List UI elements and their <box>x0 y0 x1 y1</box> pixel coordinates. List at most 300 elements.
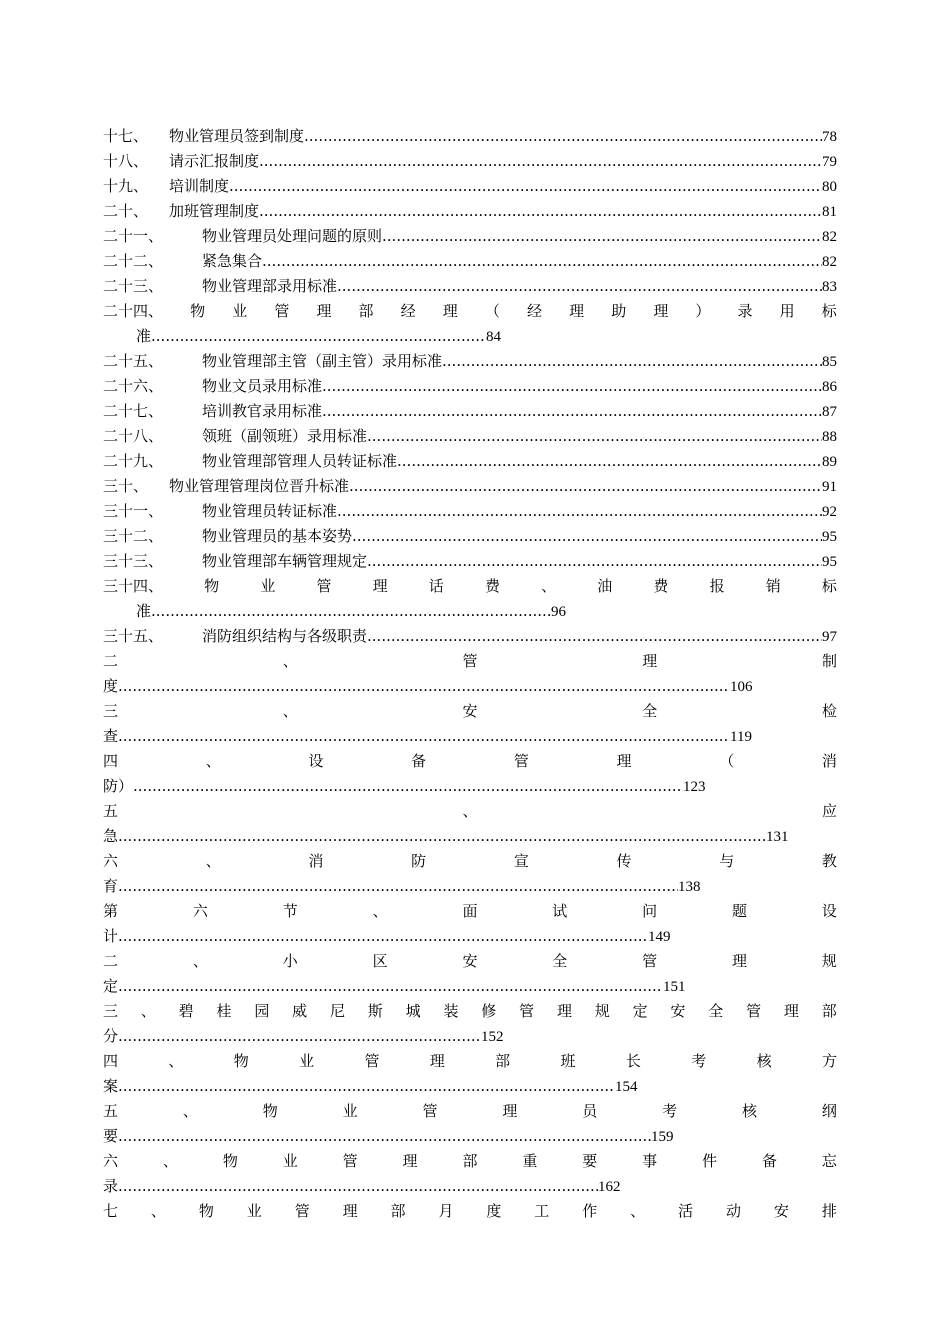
toc-char: 、 <box>462 802 478 820</box>
toc-leader-dots <box>118 824 766 849</box>
toc-leader-dots <box>349 474 822 499</box>
toc-char: 标 <box>821 302 837 320</box>
toc-entry <box>103 149 837 174</box>
toc-entry-number: 二十七、 <box>103 402 164 420</box>
toc-char: 四 <box>103 1052 119 1070</box>
toc-entry-number: 三十、 <box>103 477 149 495</box>
toc-entry-continuation <box>103 1124 837 1149</box>
toc-entry-page: 78 <box>822 129 837 145</box>
toc-char: 安 <box>462 952 478 970</box>
toc-char: 理 <box>402 1152 418 1170</box>
toc-char: 二十四、 <box>103 302 164 320</box>
toc-char: 部 <box>495 1052 511 1070</box>
toc-entry-title: 物业管理员转证标准 <box>202 502 338 520</box>
toc-entry-tail: 计 <box>103 927 119 945</box>
toc-char: 教 <box>821 852 837 870</box>
toc-entry-number: 十九、 <box>103 177 149 195</box>
toc-entry <box>103 499 837 524</box>
toc-char: 理 <box>569 302 585 320</box>
toc-char: 、 <box>182 1102 198 1120</box>
toc-char: 员 <box>582 1102 598 1120</box>
toc-entry-justified-line <box>103 1049 837 1074</box>
toc-entry-title: 物业管理员的基本姿势 <box>202 527 353 545</box>
toc-entry-tail: 案 <box>103 1077 119 1095</box>
toc-entry-tail: 度 <box>103 677 119 695</box>
toc-entry-title: 物业管理员签到制度 <box>169 127 305 145</box>
toc-char: 管 <box>364 1052 380 1070</box>
toc-char: 防 <box>411 852 427 870</box>
toc-entry-title: 物业管理管理岗位晋升标准 <box>169 477 350 495</box>
toc-char: 考 <box>662 1102 678 1120</box>
toc-entry-continuation <box>103 824 837 849</box>
toc-leader-dots <box>151 599 551 624</box>
toc-char: 物 <box>233 1052 249 1070</box>
toc-entry <box>103 449 837 474</box>
toc-char: 传 <box>616 852 632 870</box>
toc-char: 工 <box>534 1202 550 1220</box>
toc-char: 、 <box>140 1002 156 1020</box>
toc-char: 费 <box>653 577 669 595</box>
toc-char: 要 <box>582 1152 598 1170</box>
toc-entry-justified-line <box>103 999 837 1024</box>
toc-entry-page: 159 <box>651 1129 674 1145</box>
toc-entry-page: 83 <box>822 279 837 295</box>
toc-leader-dots <box>337 499 822 524</box>
toc-leader-dots <box>259 149 822 174</box>
toc-char: 理 <box>653 302 669 320</box>
toc-entry <box>103 399 837 424</box>
toc-entry-title: 物业文员录用标准 <box>202 377 323 395</box>
toc-char: 管 <box>462 652 478 670</box>
toc-char: 、 <box>205 852 221 870</box>
toc-entry-page: 89 <box>822 454 837 470</box>
toc-entry-page: 88 <box>822 429 837 445</box>
toc-entry-title: 物业管理部主管（副主管）录用标准 <box>202 352 443 370</box>
toc-entry <box>103 224 837 249</box>
toc-entry-page: 138 <box>678 879 701 895</box>
toc-entry-number: 二十三、 <box>103 277 164 295</box>
toc-entry-title: 领班（副领班）录用标准 <box>202 427 368 445</box>
toc-char: 二 <box>103 952 119 970</box>
toc-char: 三 <box>103 702 119 720</box>
toc-char: 理 <box>642 652 658 670</box>
toc-char: 动 <box>725 1202 741 1220</box>
toc-entry-number: 三十一、 <box>103 502 164 520</box>
toc-char: 全 <box>708 1002 724 1020</box>
toc-char: 理 <box>616 752 632 770</box>
toc-entry-number: 二十五、 <box>103 352 164 370</box>
toc-char: （ <box>484 302 500 320</box>
toc-entry-justified-line <box>103 1099 837 1124</box>
toc-char: 理 <box>442 302 458 320</box>
toc-entry-justified-line <box>103 899 837 924</box>
toc-char: 六 <box>103 852 119 870</box>
toc-char: 备 <box>411 752 427 770</box>
toc-entry-number: 二十六、 <box>103 377 164 395</box>
toc-leader-dots <box>262 249 822 274</box>
toc-entry-justified-line <box>103 949 837 974</box>
toc-entry-justified-line <box>103 574 837 599</box>
toc-char: 、 <box>541 577 557 595</box>
toc-entry-page: 149 <box>648 929 671 945</box>
toc-entry-title: 紧急集合 <box>202 252 263 270</box>
toc-entry-number: 三十二、 <box>103 527 164 545</box>
toc-char: 桂 <box>216 1002 232 1020</box>
toc-char: 物 <box>262 1102 278 1120</box>
toc-entry-page: 152 <box>481 1029 504 1045</box>
toc-char: 理 <box>732 952 748 970</box>
toc-entry-page: 82 <box>822 254 837 270</box>
toc-char: 业 <box>260 577 276 595</box>
toc-char: 尼 <box>329 1002 345 1020</box>
toc-char: 规 <box>821 952 837 970</box>
toc-char: 经 <box>400 302 416 320</box>
toc-char: 安 <box>773 1202 789 1220</box>
toc-entry <box>103 274 837 299</box>
toc-entry <box>103 374 837 399</box>
toc-char: 修 <box>481 1002 497 1020</box>
toc-char: 全 <box>642 702 658 720</box>
toc-char: 消 <box>821 752 837 770</box>
toc-entry-title: 培训制度 <box>169 177 230 195</box>
toc-char: 事 <box>642 1152 658 1170</box>
toc-leader-dots <box>382 224 822 249</box>
toc-char: 费 <box>484 577 500 595</box>
toc-char: 制 <box>821 652 837 670</box>
toc-char: 备 <box>761 1152 777 1170</box>
toc-entry-page: 123 <box>683 779 706 795</box>
toc-char: 、 <box>168 1052 184 1070</box>
toc-char: 部 <box>390 1202 406 1220</box>
toc-char: 管 <box>274 302 290 320</box>
toc-entry <box>103 624 837 649</box>
toc-entry-page: 79 <box>822 154 837 170</box>
toc-char: 纲 <box>821 1102 837 1120</box>
toc-leader-dots <box>118 1174 598 1199</box>
toc-entry-page: 80 <box>822 179 837 195</box>
toc-char: 题 <box>732 902 748 920</box>
toc-entry-justified-line <box>103 649 837 674</box>
toc-entry-title: 加班管理制度 <box>169 202 260 220</box>
toc-entry-justified-line <box>103 1199 837 1224</box>
toc-leader-dots <box>133 774 683 799</box>
toc-char: 面 <box>462 902 478 920</box>
toc-char: 部 <box>821 1002 837 1020</box>
toc-entry-title: 消防组织结构与各级职责 <box>202 627 368 645</box>
toc-char: 排 <box>821 1202 837 1220</box>
toc-char: 小 <box>282 952 298 970</box>
toc-leader-dots <box>367 424 822 449</box>
toc-char: 部 <box>358 302 374 320</box>
toc-char: 规 <box>594 1002 610 1020</box>
toc-entry-tail: 定 <box>103 977 119 995</box>
toc-entry-page: 92 <box>822 504 837 520</box>
toc-entry-title: 物业管理员处理问题的原则 <box>202 227 383 245</box>
toc-char: 设 <box>308 752 324 770</box>
toc-entry-page: 87 <box>822 404 837 420</box>
toc-leader-dots <box>442 349 822 374</box>
toc-entry <box>103 199 837 224</box>
toc-leader-dots <box>397 449 822 474</box>
toc-entry-page: 81 <box>822 204 837 220</box>
toc-entry-continuation <box>103 599 837 624</box>
toc-leader-dots <box>118 1024 481 1049</box>
toc-char: 应 <box>821 802 837 820</box>
toc-leader-dots <box>229 174 822 199</box>
toc-entry-title: 请示汇报制度 <box>169 152 260 170</box>
toc-char: 理 <box>502 1102 518 1120</box>
toc-char: 五 <box>103 1102 119 1120</box>
toc-char: 试 <box>552 902 568 920</box>
toc-char: 三 <box>103 1002 119 1020</box>
toc-char: 三十四、 <box>103 577 164 595</box>
toc-char: 理 <box>342 1202 358 1220</box>
toc-leader-dots <box>352 524 822 549</box>
toc-entry-continuation <box>103 724 837 749</box>
toc-char: 管 <box>422 1102 438 1120</box>
toc-entry-justified-line <box>103 299 837 324</box>
toc-char: 、 <box>372 902 388 920</box>
toc-char: 报 <box>709 577 725 595</box>
toc-leader-dots <box>118 924 648 949</box>
toc-char: 安 <box>462 702 478 720</box>
toc-char: 长 <box>625 1052 641 1070</box>
toc-char: 活 <box>678 1202 694 1220</box>
toc-char: 录 <box>737 302 753 320</box>
toc-entry-number: 二十八、 <box>103 427 164 445</box>
toc-entry-number: 十七、 <box>103 127 149 145</box>
toc-char: 部 <box>462 1152 478 1170</box>
toc-char: 理 <box>316 302 332 320</box>
toc-char: 理 <box>429 1052 445 1070</box>
toc-char: 理 <box>372 577 388 595</box>
toc-leader-dots <box>367 624 822 649</box>
toc-entry-page: 95 <box>822 554 837 570</box>
toc-entry-page: 106 <box>730 679 753 695</box>
toc-entry-page: 131 <box>766 829 789 845</box>
toc-entry-title: 物业管理部管理人员转证标准 <box>202 452 398 470</box>
toc-char: 重 <box>522 1152 538 1170</box>
toc-char: 、 <box>205 752 221 770</box>
toc-leader-dots <box>118 1074 615 1099</box>
toc-entry-justified-line <box>103 799 837 824</box>
toc-char: 作 <box>582 1202 598 1220</box>
toc-leader-dots <box>151 324 486 349</box>
toc-char: 定 <box>632 1002 648 1020</box>
toc-char: 、 <box>630 1202 646 1220</box>
toc-entry-tail: 育 <box>103 877 119 895</box>
toc-char: 油 <box>597 577 613 595</box>
toc-char: 方 <box>821 1052 837 1070</box>
toc-entry-justified-line <box>103 699 837 724</box>
toc-char: 业 <box>282 1152 298 1170</box>
toc-char: 检 <box>821 702 837 720</box>
toc-char: 、 <box>192 952 208 970</box>
toc-entry-tail: 准 <box>136 602 152 620</box>
toc-char: ） <box>695 302 711 320</box>
toc-entry-number: 二十九、 <box>103 452 164 470</box>
toc-char: 威 <box>292 1002 308 1020</box>
toc-entry <box>103 524 837 549</box>
toc-entry-page: 82 <box>822 229 837 245</box>
toc-char: 六 <box>103 1152 119 1170</box>
toc-leader-dots <box>322 399 822 424</box>
toc-char: 度 <box>486 1202 502 1220</box>
toc-char: 管 <box>342 1152 358 1170</box>
toc-entry-tail: 录 <box>103 1177 119 1195</box>
toc-char: 班 <box>560 1052 576 1070</box>
toc-entry-title: 物业管理部录用标准 <box>202 277 338 295</box>
toc-leader-dots <box>259 199 822 224</box>
toc-entry-tail: 防） <box>103 777 134 795</box>
toc-char: 问 <box>642 902 658 920</box>
toc-char: 物 <box>222 1152 238 1170</box>
toc-entry <box>103 249 837 274</box>
toc-char: 业 <box>232 302 248 320</box>
toc-char: 斯 <box>367 1002 383 1020</box>
toc-char: 六 <box>192 902 208 920</box>
toc-entry-number: 二十、 <box>103 202 149 220</box>
toc-char: 城 <box>405 1002 421 1020</box>
toc-char: 节 <box>282 902 298 920</box>
toc-char: 四 <box>103 752 119 770</box>
toc-char: 管 <box>513 752 529 770</box>
toc-entry-number: 三十五、 <box>103 627 164 645</box>
toc-entry-continuation <box>103 674 837 699</box>
toc-entry-page: 151 <box>663 979 686 995</box>
toc-entry-title: 培训教官录用标准 <box>202 402 323 420</box>
toc-char: 管 <box>519 1002 535 1020</box>
toc-entry <box>103 124 837 149</box>
toc-entry-page: 97 <box>822 629 837 645</box>
toc-char: 全 <box>552 952 568 970</box>
toc-char: 业 <box>299 1052 315 1070</box>
toc-leader-dots <box>118 674 730 699</box>
toc-char: 物 <box>198 1202 214 1220</box>
toc-entry-page: 119 <box>730 729 752 745</box>
toc-char: 二 <box>103 652 119 670</box>
toc-char: 宣 <box>513 852 529 870</box>
toc-char: 、 <box>282 652 298 670</box>
toc-char: 理 <box>783 1002 799 1020</box>
toc-entry <box>103 424 837 449</box>
toc-entry-tail: 要 <box>103 1127 119 1145</box>
toc-entry-page: 91 <box>822 479 837 495</box>
toc-entry-tail: 准 <box>136 327 152 345</box>
toc-entry <box>103 549 837 574</box>
toc-entry-continuation <box>103 774 837 799</box>
toc-char: 忘 <box>821 1152 837 1170</box>
toc-entry-tail: 急 <box>103 827 119 845</box>
toc-entry-page: 95 <box>822 529 837 545</box>
toc-char: （ <box>719 752 735 770</box>
toc-entry-continuation <box>103 1024 837 1049</box>
toc-entry-page: 162 <box>598 1179 621 1195</box>
toc-char: 管 <box>316 577 332 595</box>
toc-leader-dots <box>118 874 678 899</box>
toc-char: 装 <box>443 1002 459 1020</box>
toc-leader-dots <box>337 274 822 299</box>
toc-leader-dots <box>118 724 730 749</box>
toc-entry-title: 物业管理部车辆管理规定 <box>202 552 368 570</box>
toc-entry-number: 三十三、 <box>103 552 164 570</box>
toc-char: 业 <box>246 1202 262 1220</box>
toc-entry-continuation <box>103 924 837 949</box>
toc-char: 区 <box>372 952 388 970</box>
toc-entry-page: 85 <box>822 354 837 370</box>
toc-char: 销 <box>765 577 781 595</box>
toc-char: 碧 <box>178 1002 194 1020</box>
toc-char: 管 <box>642 952 658 970</box>
toc-entry-continuation <box>103 974 837 999</box>
toc-char: 件 <box>702 1152 718 1170</box>
toc-entry-continuation <box>103 1074 837 1099</box>
toc-char: 核 <box>742 1102 758 1120</box>
toc-char: 第 <box>103 902 119 920</box>
toc-entry <box>103 349 837 374</box>
toc-entry-page: 84 <box>486 329 502 345</box>
toc-char: 物 <box>204 577 220 595</box>
toc-entry-justified-line <box>103 849 837 874</box>
toc-entry-number: 十八、 <box>103 152 149 170</box>
toc-char: 、 <box>282 702 298 720</box>
toc-entry-number: 二十二、 <box>103 252 164 270</box>
table-of-contents <box>103 124 837 1224</box>
toc-char: 话 <box>428 577 444 595</box>
toc-leader-dots <box>367 549 822 574</box>
toc-leader-dots <box>304 124 822 149</box>
toc-entry-continuation <box>103 874 837 899</box>
toc-leader-dots <box>118 1124 651 1149</box>
toc-entry-tail: 分 <box>103 1027 119 1045</box>
toc-char: 业 <box>342 1102 358 1120</box>
toc-char: 、 <box>150 1202 166 1220</box>
toc-char: 五 <box>103 802 119 820</box>
toc-entry-page: 154 <box>615 1079 638 1095</box>
toc-entry-continuation <box>103 324 837 349</box>
toc-entry-justified-line <box>103 1149 837 1174</box>
toc-entry-justified-line <box>103 749 837 774</box>
toc-char: 园 <box>254 1002 270 1020</box>
toc-char: 用 <box>779 302 795 320</box>
toc-char: 消 <box>308 852 324 870</box>
toc-leader-dots <box>322 374 822 399</box>
toc-char: 理 <box>556 1002 572 1020</box>
toc-entry-continuation <box>103 1174 837 1199</box>
toc-entry-page: 96 <box>551 604 567 620</box>
toc-char: 物 <box>190 302 206 320</box>
toc-entry <box>103 474 837 499</box>
toc-char: 管 <box>294 1202 310 1220</box>
toc-char: 核 <box>756 1052 772 1070</box>
toc-char: 七 <box>103 1202 119 1220</box>
toc-char: 月 <box>438 1202 454 1220</box>
toc-entry-tail: 查 <box>103 727 119 745</box>
toc-char: 考 <box>691 1052 707 1070</box>
toc-entry-page: 86 <box>822 379 837 395</box>
toc-char: 标 <box>821 577 837 595</box>
toc-char: 经 <box>526 302 542 320</box>
toc-char: 管 <box>746 1002 762 1020</box>
toc-char: 与 <box>719 852 735 870</box>
toc-char: 安 <box>670 1002 686 1020</box>
toc-char: 助 <box>611 302 627 320</box>
toc-entry-number: 二十一、 <box>103 227 164 245</box>
toc-char: 设 <box>821 902 837 920</box>
toc-char: 、 <box>162 1152 178 1170</box>
toc-entry <box>103 174 837 199</box>
toc-leader-dots <box>118 974 663 999</box>
